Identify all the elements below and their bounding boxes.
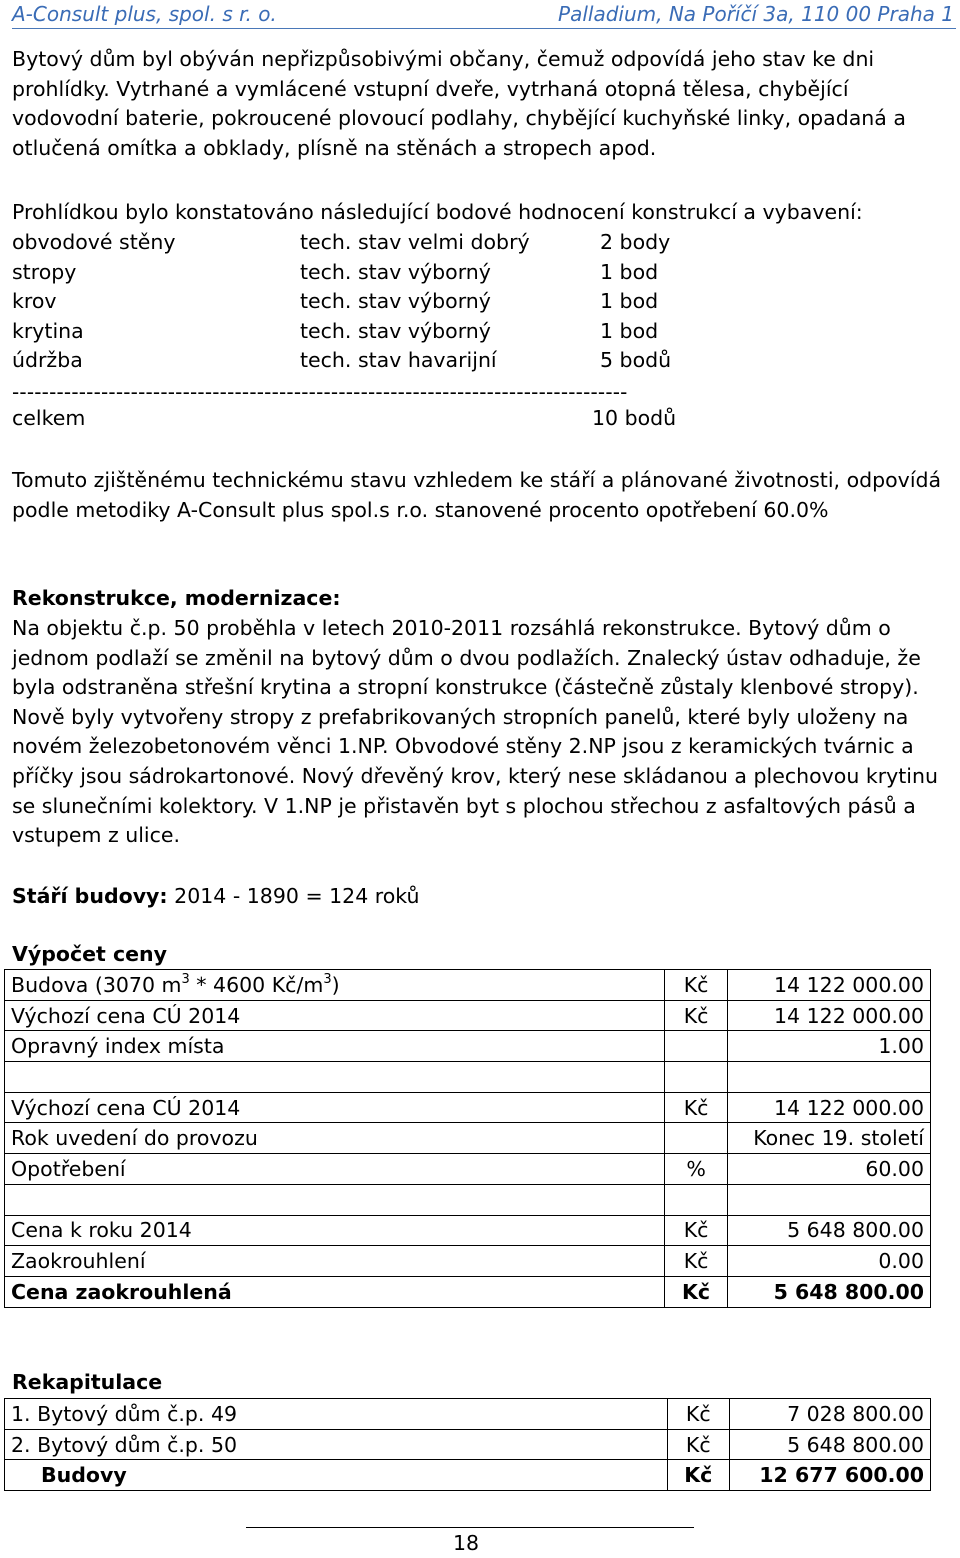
rating-state: tech. stav velmi dobrý (300, 230, 530, 254)
table-row (5, 1123, 931, 1154)
intro-paragraph: Bytový dům byl obýván nepřizpůsobivými občany, čemuž odpovídá jeho stav ke dni prohlídky. Vytrhané a vymlácené vstupní dveře, vytrhaná otopná tělesa, chybějící vodovodní baterie, pokroucené plovoucí podlahy, chybějící kuchyňské linky, opadaná a otlučená omítka a obklady, plísně na stěnách a stropech apod. (12, 47, 906, 160)
rating-points: 2 body (600, 230, 671, 254)
row-value: 7 028 800.00 (729, 1399, 930, 1430)
rating-state: tech. stav výborný (300, 259, 491, 284)
table-row (5, 1429, 931, 1460)
row-unit (665, 1123, 728, 1154)
row-unit: Kč (665, 1276, 728, 1307)
rating-points: 1 bod (600, 289, 659, 314)
building-age (12, 882, 952, 912)
row-value: 14 122 000.00 (728, 1000, 931, 1031)
row-label: Budovy (5, 1460, 668, 1491)
row-label: Výchozí cena CÚ 2014 (5, 1000, 665, 1031)
table-row (5, 1154, 931, 1185)
table-row (5, 1031, 931, 1062)
row-label: 1. Bytový dům č.p. 49 (5, 1399, 668, 1430)
wear-paragraph: Tomuto zjištěnému technickému stavu vzhledem ke stáří a plánované životnosti, odpovídá podle metodiky A-Consult plus spol.s r.o. stanovené procento opotřebení 60.0% (12, 468, 942, 522)
rating-intro: Prohlídkou bylo konstatováno následující bodové hodnocení konstrukcí a vybavení: (12, 200, 863, 224)
row-value: 14 122 000.00 (728, 1092, 931, 1123)
table-row (5, 970, 931, 1001)
row-label: Opravný index místa (5, 1031, 665, 1062)
row-value: 5 648 800.00 (728, 1276, 931, 1307)
rating-separator: ----------------------------------------------------------------------------------- (12, 380, 628, 404)
row-value: 1.00 (728, 1031, 931, 1062)
table-row-final (5, 1276, 931, 1307)
row-value: 5 648 800.00 (728, 1215, 931, 1246)
price-calc-heading: Výpočet ceny (12, 942, 167, 966)
table-row-total (5, 1460, 931, 1491)
header-address: Palladium, Na Poříčí 3a, 110 00 Praha 1 (558, 2, 954, 26)
reconstruction-heading: Rekonstrukce, modernizace: (12, 586, 341, 610)
rating-row (12, 228, 912, 258)
page-number: 18 (452, 1531, 480, 1555)
price-calc-table (4, 969, 931, 1308)
row-unit: Kč (665, 970, 728, 1001)
table-row (5, 1246, 931, 1277)
header-company: A-Consult plus, spol. s r. o. (12, 2, 277, 26)
row-label: 2. Bytový dům č.p. 50 (5, 1429, 668, 1460)
table-row (5, 1092, 931, 1123)
rating-part: krov (12, 289, 57, 314)
rating-row (12, 317, 912, 347)
rating-points: 1 bod (600, 318, 659, 343)
row-value: 14 122 000.00 (728, 970, 931, 1001)
row-unit: Kč (665, 1215, 728, 1246)
rating-state: tech. stav výborný (300, 318, 491, 343)
row-label: Opotřebení (5, 1154, 665, 1185)
footer-divider (246, 1527, 694, 1528)
row-unit: Kč (667, 1429, 729, 1460)
row-value: 60.00 (728, 1154, 931, 1185)
rating-part: údržba (12, 348, 83, 373)
row-unit: Kč (665, 1246, 728, 1277)
table-row-empty (5, 1184, 931, 1215)
recap-heading: Rekapitulace (12, 1370, 163, 1394)
recap-table (4, 1398, 931, 1491)
row-label: Cena zaokrouhlená (5, 1276, 665, 1307)
row-unit: Kč (665, 1092, 728, 1123)
rating-row (12, 287, 912, 317)
row-unit: Kč (667, 1399, 729, 1430)
rating-state: tech. stav havarijní (300, 348, 497, 373)
page-header (12, 2, 956, 29)
row-label: Výchozí cena CÚ 2014 (5, 1092, 665, 1123)
row-label: Cena k roku 2014 (5, 1215, 665, 1246)
row-unit: Kč (667, 1460, 729, 1491)
row-unit: % (665, 1154, 728, 1185)
row-label: Zaokrouhlení (5, 1246, 665, 1277)
table-row-empty (5, 1062, 931, 1093)
row-label: Rok uvedení do provozu (5, 1123, 665, 1154)
row-value: 5 648 800.00 (729, 1429, 930, 1460)
table-row (5, 1215, 931, 1246)
row-value: 12 677 600.00 (729, 1460, 930, 1491)
row-unit (665, 1031, 728, 1062)
rating-part: stropy (12, 259, 77, 284)
rating-row (12, 346, 912, 376)
reconstruction-paragraph: Na objektu č.p. 50 proběhla v letech 2010-2011 rozsáhlá rekonstrukce. Bytový dům o jednom podlaží se změnil na bytový dům o dvou podlažích. Znalecký ústav odhaduje, že byla odstraněna střešní krytina a stropní konstrukce (částečně zůstaly klenbové stropy). Nově byly vytvořeny stropy z prefabrikovaných stropních panelů, které byly uloženy na novém železobetonovém věnci 1.NP. Obvodové stěny 2.NP jsou z keramických tvárnic a příčky jsou sádrokartonové. Nový dřevěný krov, který nese skládanou a plechovou krytinu se slunečními kolektory. V 1.NP je přistavěn byt s plochou střechou z asfaltových pásů a vstupem z ulice. (12, 616, 938, 848)
row-value: Konec 19. století (728, 1123, 931, 1154)
row-value: 0.00 (728, 1246, 931, 1277)
rating-total-label: celkem (12, 406, 86, 430)
table-row (5, 1399, 931, 1430)
rating-table (12, 228, 912, 376)
table-row (5, 1000, 931, 1031)
rating-row (12, 258, 912, 288)
rating-total (12, 406, 912, 436)
rating-state: tech. stav výborný (300, 289, 491, 314)
building-age-label: Stáří budovy: (12, 884, 168, 908)
rating-points: 1 bod (600, 259, 659, 284)
rating-part: obvodové stěny (12, 230, 176, 254)
row-label: Budova (3070 $m^3 * 4600$ $Kč/m^3$) (5, 970, 665, 1001)
building-age-value: 2014 - 1890 = 124 roků (174, 884, 420, 908)
rating-total-points: 10 bodů (592, 406, 677, 430)
rating-part: krytina (12, 318, 84, 343)
row-unit: Kč (665, 1000, 728, 1031)
rating-points: 5 bodů (600, 348, 672, 373)
